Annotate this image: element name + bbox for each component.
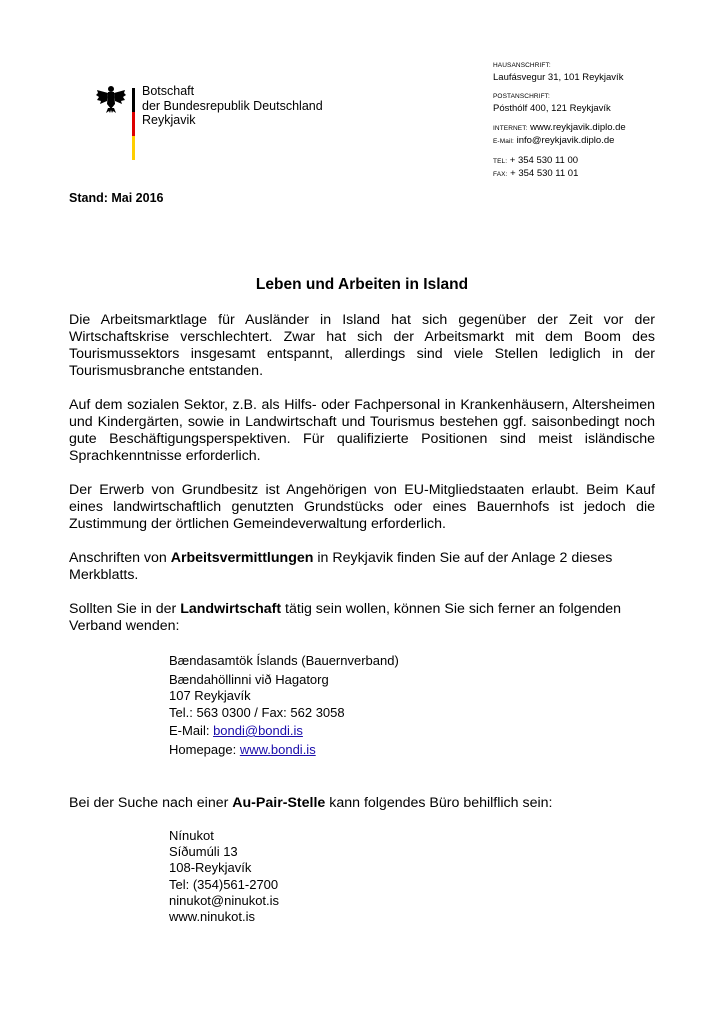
bondi-email-label: E-Mail: [169, 723, 214, 738]
contact-block [493, 60, 626, 188]
ninukot-email: ninukot@ninukot.is [169, 892, 280, 908]
org-line-1: Botschaft [142, 84, 195, 98]
internet-row [493, 122, 626, 135]
bondi-homepage-row [169, 742, 399, 759]
postanschrift-block [493, 91, 626, 115]
fax-label: FAX: [493, 171, 508, 178]
p5-text-post: tätig sein wollen, können Sie sich ferner an folgenden Verband wenden: [69, 601, 622, 634]
online-block [493, 122, 626, 148]
paragraph-1: Die Arbeitsmarktlage für Ausländer in Island hat sich gegenüber der Zeit vor der Wirtschaftskrise verschlechtert. Zwar hat sich der Arbeitsmarkt mit dem Boom des Tourismussektors insgesamt entspannt, allerdings sind viele Stellen lediglich in der Tourismusbranche entstanden. [69, 312, 655, 379]
hausanschrift-value: Laufásvegur 31, 101 Reykjavík [493, 72, 624, 83]
german-flag-bar [132, 88, 135, 160]
ninukot-address [169, 828, 279, 925]
paragraph-4 [69, 550, 655, 584]
flag-gold [132, 136, 135, 160]
bondi-phone: Tel.: 563 0300 / Fax: 562 3058 [169, 704, 345, 720]
p5-text-pre: Sollten Sie in der [69, 601, 181, 617]
hausanschrift-label: HAUSANSCHRIFT: [493, 62, 551, 69]
aupair-paragraph [69, 795, 552, 811]
page-title: Leben und Arbeiten in Island [255, 276, 469, 293]
p4-bold: Arbeitsvermittlungen [170, 550, 314, 566]
ninukot-phone: Tel: (354)561-2700 [169, 876, 279, 892]
internet-value[interactable]: www.reykjavik.diplo.de [530, 122, 626, 133]
ninukot-web: www.ninukot.is [169, 909, 255, 925]
bondi-city: 107 Reykjavík [169, 688, 251, 703]
org-line-3: Reykjavik [142, 113, 196, 127]
bondi-email-link[interactable]: bondi@bondi.is [213, 723, 303, 738]
postanschrift-value: Pósthólf 400, 121 Reykjavík [493, 103, 611, 114]
postanschrift-label: POSTANSCHRIFT: [493, 93, 550, 100]
tel-row [493, 155, 626, 168]
aupair-bold: Au-Pair-Stelle [232, 795, 326, 811]
bondi-street: Bændahöllinni við Hagatorg [169, 671, 329, 687]
p4-text-post: in Reykjavik finden Sie auf der Anlage 2 dieses Merkblatts. [69, 550, 613, 583]
p5-bold: Landwirtschaft [180, 601, 282, 617]
fax-row [493, 168, 626, 181]
p4-text-pre: Anschriften von [69, 550, 171, 566]
internet-label: INTERNET: [493, 125, 528, 132]
tel-value: + 354 530 11 00 [509, 155, 579, 166]
bondi-name: Bændasamtök Íslands (Bauernverband) [169, 653, 399, 668]
email-value[interactable]: info@reykjavik.diplo.de [516, 135, 615, 146]
org-line-2: der Bundesrepublik Deutschland [142, 98, 323, 113]
federal-eagle-icon [96, 84, 126, 114]
aupair-text-pre: Bei der Suche nach einer [69, 795, 233, 811]
date-stand: Stand: Mai 2016 [69, 191, 164, 205]
ninukot-street: Síðumúli 13 [169, 844, 238, 860]
hausanschrift-block [493, 60, 626, 84]
fax-value: + 354 530 11 01 [510, 168, 579, 179]
flag-red [132, 112, 135, 136]
ninukot-name: Nínukot [169, 828, 214, 843]
bondi-homepage-label: Homepage: [169, 741, 240, 757]
bondi-address [169, 653, 399, 758]
paragraph-2: Auf dem sozialen Sektor, z.B. als Hilfs- oder Fachpersonal in Krankenhäusern, Altersheimen und Kindergärten, sowie in Landwirtschaft und Tourismus bestehen ggf. saisonbedingt noch gute Beschäftigungsperspektiven. Für qualifizierte Positionen sind meist isländische Sprachkenntnisse erforderlich. [69, 397, 655, 464]
flag-black [132, 88, 135, 112]
body-text [69, 312, 655, 652]
bondi-email-row [169, 723, 399, 740]
embassy-name [142, 84, 323, 128]
aupair-text-post: kann folgendes Büro behilflich sein: [325, 795, 553, 811]
email-label: E-Mail: [493, 138, 514, 145]
ninukot-city: 108-Reykjavík [169, 860, 252, 876]
bondi-homepage-link[interactable]: www.bondi.is [239, 741, 316, 757]
email-row [493, 135, 626, 148]
tel-label: TEL: [493, 158, 508, 165]
paragraph-5 [69, 601, 655, 635]
paragraph-3: Der Erwerb von Grundbesitz ist Angehörigen von EU-Mitgliedstaaten erlaubt. Beim Kauf eines landwirtschaftlich genutzten Grundstücks oder eines Bauernhofs ist jedoch die Zustimmung der örtlichen Gemeindeverwaltung erforderlich. [69, 482, 655, 532]
phone-block [493, 155, 626, 181]
